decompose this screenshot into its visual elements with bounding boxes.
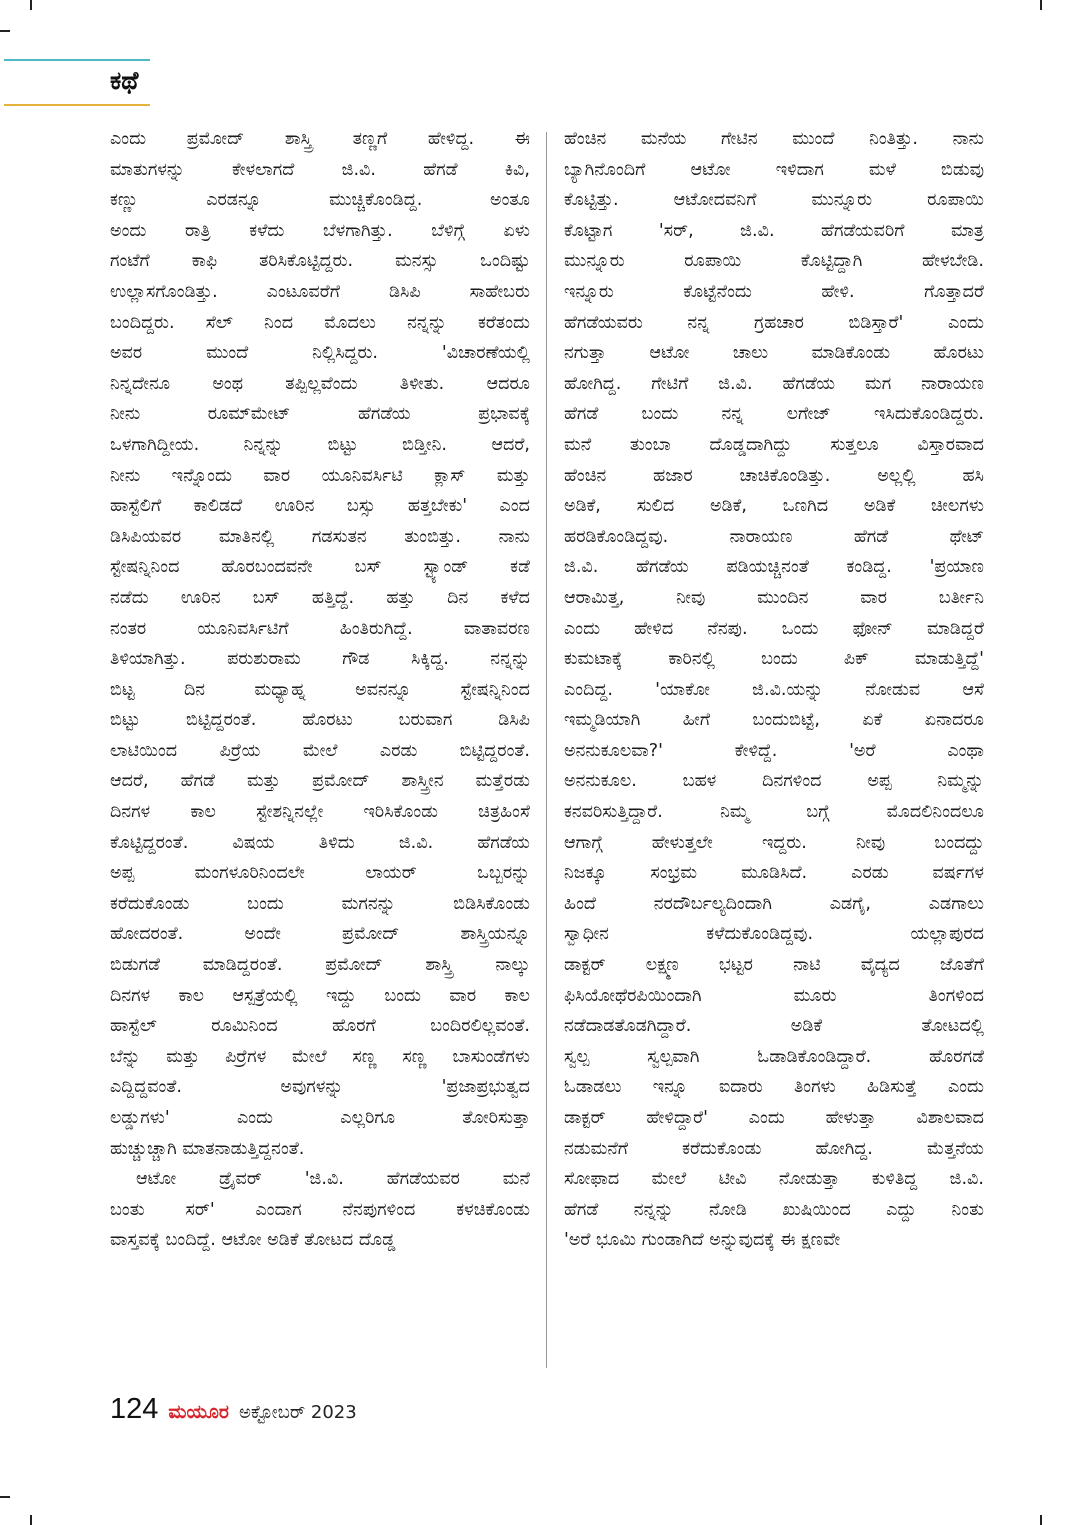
crop-mark bbox=[30, 0, 32, 10]
text-line: ಬಂತು ಸರ್' ಎಂದಾಗ ನೆನಪುಗಳಿಂದ ಕಳಚಿಕೊಂಡು bbox=[110, 1199, 530, 1220]
text-line: ಕನವರಿಸುತ್ತಿದ್ದಾರೆ. ನಿಮ್ಮ ಬಗ್ಗೆ ಮೊದಲಿನಿಂದಲೂ bbox=[564, 802, 984, 823]
text-line: ಆದರೆ, ಹೆಗಡೆ ಮತ್ತು ಪ್ರಮೋದ್ ಶಾಸ್ತ್ರೀನ ಮತ್ತೆರಡು bbox=[110, 771, 530, 792]
text-line: ನಡೆದಾಡತೊಡಗಿದ್ದಾರೆ. ಅಡಿಕೆ ತೋಟದಲ್ಲಿ bbox=[564, 1016, 984, 1037]
text-line: ನಡೆದು ಊರಿನ ಬಸ್ ಹತ್ತಿದ್ದೆ. ಹತ್ತು ದಿನ ಕಳೆದ bbox=[110, 587, 530, 608]
text-line: ಹಾಸ್ಟೆಲ್ ರೂಮಿನಿಂದ ಹೊರಗೆ ಬಂದಿರಲಿಲ್ಲವಂತೆ. bbox=[110, 1016, 530, 1037]
text-line: ನಿಜಕ್ಕೂ ಸಂಭ್ರಮ ಮೂಡಿಸಿದೆ. ಎರಡು ವರ್ಷಗಳ bbox=[564, 863, 984, 884]
text-line: ಬಿಡುಗಡೆ ಮಾಡಿದ್ದರಂತೆ. ಪ್ರಮೋದ್ ಶಾಸ್ತ್ರಿ ನಾಲ್ಕು bbox=[110, 955, 530, 976]
crop-mark bbox=[1040, 1515, 1042, 1525]
text-line: ಬಿಟ್ಟ ದಿನ ಮಧ್ಯಾಹ್ನ ಅವನನ್ನೂ ಸ್ಟೇಷನ್ನಿನಿಂದ bbox=[110, 679, 530, 700]
column-divider bbox=[546, 132, 547, 1368]
text-line: ಅಂದು ರಾತ್ರಿ ಕಳೆದು ಬೆಳಗಾಗಿತ್ತು. ಬೆಳಿಗ್ಗೆ ಏಳು bbox=[110, 220, 530, 241]
right-text-column bbox=[564, 124, 984, 1256]
text-line: ಅಡಿಕೆ, ಸುಲಿದ ಅಡಿಕೆ, ಒಣಗಿದ ಅಡಿಕೆ ಚೀಲಗಳು bbox=[564, 496, 984, 517]
text-line: ಎದ್ದಿದ್ದವಂತೆ. ಅವುಗಳನ್ನು 'ಪ್ರಜಾಪ್ರಭುತ್ವದ bbox=[110, 1077, 530, 1098]
text-line: ಕೊಟ್ಟಿತ್ತು. ಆಟೋದವನಿಗೆ ಮುನ್ನೂರು ರೂಪಾಯಿ bbox=[564, 190, 984, 211]
text-line: ಆಟೋ ಡ್ರೈವರ್ 'ಜಿ.ವಿ. ಹೆಗಡೆಯವರ ಮನೆ bbox=[136, 1169, 530, 1190]
text-line: ಫಿಸಿಯೋಥೆರಪಿಯಿಂದಾಗಿ ಮೂರು ತಿಂಗಳಿಂದ bbox=[564, 985, 984, 1006]
text-line: ಓಡಾಡಲು ಇನ್ನೂ ಐದಾರು ತಿಂಗಳು ಹಿಡಿಸುತ್ತೆ ಎಂದು bbox=[564, 1077, 984, 1098]
text-line: ಅನನುಕೂಲವಾ?' ಕೇಳಿದ್ದೆ. 'ಅರೆ ಎಂಥಾ bbox=[564, 740, 984, 761]
text-line: ಹಿಂದೆ ನರದೌರ್ಬಲ್ಯದಿಂದಾಗಿ ಎಡಗೈ, ಎಡಗಾಲು bbox=[564, 893, 984, 914]
text-line: ಕುಮಟಾಕ್ಕೆ ಕಾರಿನಲ್ಲಿ ಬಂದು ಪಿಕ್ ಮಾಡುತ್ತಿದ್ದೆ' bbox=[564, 649, 984, 670]
text-line: 'ಅರೆ ಭೂಮಿ ಗುಂಡಾಗಿದೆ ಅನ್ನುವುದಕ್ಕೆ ಈ ಕ್ಷಣವೇ bbox=[564, 1230, 841, 1251]
crop-mark bbox=[1040, 0, 1042, 10]
text-line: ಡಾಕ್ಟರ್ ಲಕ್ಷ್ಮಣ ಭಟ್ಟರ ನಾಟಿ ವೈದ್ಯದ ಜೊತೆಗೆ bbox=[564, 955, 984, 976]
text-line: ಒಳಗಾಗಿದ್ದೀಯ. ನಿನ್ನನ್ನು ಬಿಟ್ಟು ಬಿಡ್ತೀನಿ. ಆದರೆ, bbox=[110, 434, 530, 455]
page-footer bbox=[110, 1393, 357, 1427]
text-line: ನೀನು ರೂಮ್‌ಮೇಟ್ ಹೆಗಡೆಯ ಪ್ರಭಾವಕ್ಕೆ bbox=[110, 404, 530, 425]
text-line: ಹುಚ್ಚುಚ್ಚಾಗಿ ಮಾತನಾಡುತ್ತಿದ್ದನಂತೆ. bbox=[110, 1138, 305, 1159]
text-line: ವಾಸ್ತವಕ್ಕೆ ಬಂದಿದ್ದೆ. ಆಟೋ ಅಡಿಕೆ ತೋಟದ ದೊಡ್ಡ bbox=[110, 1230, 396, 1251]
magazine-logo: ಮಯೂರ bbox=[168, 1401, 229, 1423]
text-line: ನಡುಮನೆಗೆ ಕರೆದುಕೊಂಡು ಹೋಗಿದ್ದ. ಮೆತ್ತನೆಯ bbox=[564, 1138, 984, 1159]
text-line: ಹೋದರಂತೆ. ಅಂದೇ ಪ್ರಮೋದ್ ಶಾಸ್ತ್ರಿಯನ್ನೂ bbox=[110, 924, 530, 945]
text-line: ಬಿಟ್ಟು ಬಿಟ್ಟಿದ್ದರಂತೆ. ಹೊರಟು ಬರುವಾಗ ಡಿಸಿಪಿ bbox=[110, 710, 530, 731]
text-line: ಎಂದಿದ್ದ. 'ಯಾಕೋ ಜಿ.ವಿ.ಯನ್ನು ನೋಡುವ ಆಸೆ bbox=[564, 679, 984, 700]
text-line: ಮನೆ ತುಂಬಾ ದೊಡ್ಡದಾಗಿದ್ದು ಸುತ್ತಲೂ ವಿಸ್ತಾರವಾದ bbox=[564, 434, 984, 455]
section-rule-bottom bbox=[4, 104, 150, 106]
page-number: 124 bbox=[110, 1393, 159, 1425]
section-rule-top bbox=[4, 59, 150, 61]
text-line: ಸೋಫಾದ ಮೇಲೆ ಟೀವಿ ನೋಡುತ್ತಾ ಕುಳಿತಿದ್ದ ಜಿ.ವಿ. bbox=[564, 1169, 984, 1190]
text-line: ಲಾಟಿಯಿಂದ ಪಿರ್‍ರೆಯ ಮೇಲೆ ಎರಡು ಬಿಟ್ಟಿದ್ದರಂತೆ. bbox=[110, 740, 530, 761]
text-line: ತಿಳಿಯಾಗಿತ್ತು. ಪರುಶುರಾಮ ಗೌಡ ಸಿಕ್ಕಿದ್ದ. ನನ್ನನ್ನು bbox=[110, 649, 530, 670]
text-line: ಉಲ್ಲಾಸಗೊಂಡಿತ್ತು. ಎಂಟೂವರೆಗೆ ಡಿಸಿಪಿ ಸಾಹೇಬರು bbox=[110, 281, 530, 302]
text-line: ಗಂಟೆಗೆ ಕಾಫಿ ತರಿಸಿಕೊಟ್ಟಿದ್ದರು. ಮನಸ್ಸು ಒಂದಿಷ್ಟು bbox=[110, 251, 530, 272]
text-line: ಕೊಟ್ಟಾಗ 'ಸರ್, ಜಿ.ವಿ. ಹೆಗಡೆಯವರಿಗೆ ಮಾತ್ರ bbox=[564, 220, 984, 241]
section-title: ಕಥೆ bbox=[110, 66, 139, 95]
text-line: ಮಾತುಗಳನ್ನು ಕೇಳಲಾಗದೆ ಜಿ.ವಿ. ಹೆಗಡೆ ಕಿವಿ, bbox=[110, 159, 530, 180]
text-line: ಹೆಗಡೆ ಬಂದು ನನ್ನ ಲಗೇಜ್ ಇಸಿದುಕೊಂಡಿದ್ದರು. bbox=[564, 404, 984, 425]
text-line: ಸ್ವಲ್ಪ ಸ್ವಲ್ಪವಾಗಿ ಓಡಾಡಿಕೊಂಡಿದ್ದಾರೆ. ಹೊರಗಡೆ bbox=[564, 1046, 984, 1067]
text-line: ಜಿ.ವಿ. ಹೆಗಡೆಯ ಪಡಿಯಚ್ಚಿನಂತೆ ಕಂಡಿದ್ದ. 'ಪ್ರಯಾಣ bbox=[564, 557, 984, 578]
text-line: ನೀನು ಇನ್ನೊಂದು ವಾರ ಯೂನಿವರ್ಸಿಟಿ ಕ್ಲಾಸ್ ಮತ್ತು bbox=[110, 465, 530, 486]
text-line: ಕೊಟ್ಟಿದ್ದರಂತೆ. ವಿಷಯ ತಿಳಿದು ಜಿ.ವಿ. ಹೆಗಡೆಯ bbox=[110, 832, 530, 853]
text-line: ಬಂದಿದ್ದರು. ಸೆಲ್ ನಿಂದ ಮೊದಲು ನನ್ನನ್ನು ಕರೆತಂದು bbox=[110, 312, 530, 333]
text-line: ನಗುತ್ತಾ ಆಟೋ ಚಾಲು ಮಾಡಿಕೊಂಡು ಹೊರಟು bbox=[564, 343, 984, 364]
text-line: ಹಾಸ್ಟೆಲಿಗೆ ಕಾಲಿಡದೆ ಊರಿನ ಬಸ್ಸು ಹತ್ತಬೇಕು' ಎಂದ bbox=[110, 496, 530, 517]
text-line: ಆರಾಮಿತ್ತ, ನೀವು ಮುಂದಿನ ವಾರ ಬರ್ತೀನಿ bbox=[564, 587, 984, 608]
text-line: ಮುನ್ನೂರು ರೂಪಾಯಿ ಕೊಟ್ಟಿದ್ದಾಗಿ ಹೇಳಬೇಡಿ. bbox=[564, 251, 984, 272]
text-line: ಬ್ಯಾಗಿನೊಂದಿಗೆ ಆಟೋ ಇಳಿದಾಗ ಮಳೆ ಬಿಡುವು bbox=[564, 159, 984, 180]
left-text-column bbox=[110, 124, 530, 1256]
text-line: ನಂತರ ಯೂನಿವರ್ಸಿಟಿಗೆ ಹಿಂತಿರುಗಿದ್ದೆ. ವಾತಾವರಣ bbox=[110, 618, 530, 639]
text-line: ಬೆನ್ನು ಮತ್ತು ಪಿರ್‍ರೆಗಳ ಮೇಲೆ ಸಣ್ಣ ಸಣ್ಣ ಬಾಸುಂಡೆಗಳು bbox=[110, 1046, 530, 1067]
text-line: ಇಮ್ಮಡಿಯಾಗಿ ಹೀಗೆ ಬಂದುಬಿಟ್ಟೆ, ಏಕೆ ಏನಾದರೂ bbox=[564, 710, 984, 731]
text-line: ಕರೆದುಕೊಂಡು ಬಂದು ಮಗನನ್ನು ಬಿಡಿಸಿಕೊಂಡು bbox=[110, 893, 530, 914]
text-line: ನಿನ್ನದೇನೂ ಅಂಥ ತಪ್ಪಿಲ್ಲವೆಂದು ತಿಳೀತು. ಆದರೂ bbox=[110, 373, 530, 394]
text-line: ಅಪ್ಪ ಮಂಗಳೂರಿನಿಂದಲೇ ಲಾಯರ್ ಒಬ್ಬರನ್ನು bbox=[110, 863, 530, 884]
text-line: ದಿನಗಳ ಕಾಲ ಸ್ಟೇಶನ್ನಿನಲ್ಲೇ ಇರಿಸಿಕೊಂಡು ಚಿತ್ರಹಿಂಸೆ bbox=[110, 802, 530, 823]
crop-mark bbox=[0, 1496, 10, 1498]
text-line: ಲಡ್ಡುಗಳು' ಎಂದು ಎಲ್ಲರಿಗೂ ತೋರಿಸುತ್ತಾ bbox=[110, 1108, 530, 1128]
text-line: ಹೋಗಿದ್ದ. ಗೇಟಿಗೆ ಜಿ.ವಿ. ಹೆಗಡೆಯ ಮಗ ನಾರಾಯಣ bbox=[564, 373, 984, 394]
text-line: ಸ್ವಾಧೀನ ಕಳೆದುಕೊಂಡಿದ್ದವು. ಯಲ್ಲಾಪುರದ bbox=[564, 924, 984, 945]
text-line: ಹೆಗಡೆ ನನ್ನನ್ನು ನೋಡಿ ಖುಷಿಯಿಂದ ಎದ್ದು ನಿಂತು bbox=[564, 1199, 984, 1220]
text-line: ಹರಡಿಕೊಂಡಿದ್ದವು. ನಾರಾಯಣ ಹೆಗಡೆ ಥೇಟ್ bbox=[564, 526, 984, 547]
text-line: ಸ್ಟೇಷನ್ನಿನಿಂದ ಹೊರಬಂದವನೇ ಬಸ್ ಸ್ಟ್ಯಾಂಡ್ ಕಡೆ bbox=[110, 557, 530, 578]
text-line: ಹೆಂಚಿನ ಮನೆಯ ಗೇಟಿನ ಮುಂದೆ ನಿಂತಿತ್ತು. ನಾನು bbox=[564, 129, 984, 149]
issue-date: ಅಕ್ಟೋಬರ್ 2023 bbox=[238, 1402, 357, 1423]
text-line: ಡಿಸಿಪಿಯವರ ಮಾತಿನಲ್ಲಿ ಗಡಸುತನ ತುಂಬಿತ್ತು. ನಾನು bbox=[110, 526, 530, 547]
text-line: ಇನ್ನೂರು ಕೊಟ್ಟೆನೆಂದು ಹೇಳಿ. ಗೊತ್ತಾದರೆ bbox=[564, 281, 984, 302]
text-line: ಎಂದು ಹೇಳಿದ ನೆನಪು. ಒಂದು ಫೋನ್ ಮಾಡಿದ್ದರೆ bbox=[564, 618, 984, 639]
text-line: ಅವರ ಮುಂದೆ ನಿಲ್ಲಿಸಿದ್ದರು. 'ವಿಚಾರಣೆಯಲ್ಲಿ bbox=[110, 343, 530, 364]
text-line: ಹೆಗಡೆಯವರು ನನ್ನ ಗ್ರಹಚಾರ ಬಿಡಿಸ್ತಾರೆ' ಎಂದು bbox=[564, 312, 984, 333]
text-line: ಹೆಂಚಿನ ಹಜಾರ ಚಾಚಿಕೊಂಡಿತ್ತು. ಅಲ್ಲಲ್ಲಿ ಹಸಿ bbox=[564, 465, 984, 486]
crop-mark bbox=[30, 1515, 32, 1525]
text-line: ಕಣ್ಣು ಎರಡನ್ನೂ ಮುಚ್ಚಿಕೊಂಡಿದ್ದ. ಅಂತೂ bbox=[110, 190, 530, 211]
text-line: ಡಾಕ್ಟರ್ ಹೇಳಿದ್ದಾರೆ' ಎಂದು ಹೇಳುತ್ತಾ ವಿಶಾಲವಾದ bbox=[564, 1108, 984, 1128]
text-line: ಅನನುಕೂಲ. ಬಹಳ ದಿನಗಳಿಂದ ಅಪ್ಪ ನಿಮ್ಮನ್ನು bbox=[564, 771, 984, 792]
text-line: ದಿನಗಳ ಕಾಲ ಆಸ್ಪತ್ರೆಯಲ್ಲಿ ಇದ್ದು ಬಂದು ವಾರ ಕಾಲ bbox=[110, 985, 530, 1006]
crop-mark bbox=[0, 30, 10, 32]
text-line: ಆಗಾಗ್ಗೆ ಹೇಳುತ್ತಲೇ ಇದ್ದರು. ನೀವು ಬಂದದ್ದು bbox=[564, 832, 984, 853]
text-line: ಎಂದು ಪ್ರಮೋದ್ ಶಾಸ್ತ್ರಿ ತಣ್ಣಗೆ ಹೇಳಿದ್ದ. ಈ bbox=[110, 129, 530, 149]
